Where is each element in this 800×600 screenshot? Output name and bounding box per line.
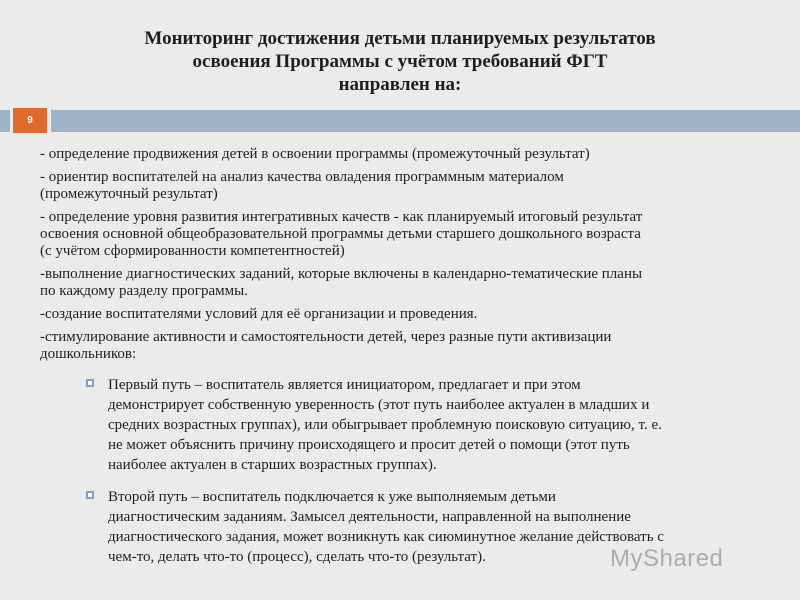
bullet-line: Второй путь – воспитатель подключается к уже выполняемым детьми: [108, 489, 556, 505]
list-item: [40, 306, 770, 323]
watermark-logo: MyShared: [610, 545, 724, 572]
bullet-line: не может объяснить причину происходящего и просит детей о помощи (этот путь: [108, 437, 630, 453]
item-line: -создание воспитателями условий для её организации и проведения.: [40, 306, 478, 322]
item-line: освоения основной общеобразовательной программы детьми старшего дошкольного возраста: [40, 226, 641, 242]
list-item: [40, 209, 770, 260]
title-line: направлен на:: [338, 74, 462, 95]
list-item: [40, 329, 770, 363]
title-line: освоения Программы с учётом требований ФГТ: [192, 51, 608, 72]
item-line: (промежуточный результат): [40, 186, 218, 202]
bullet-line: Первый путь – воспитатель является инициатором, предлагает и при этом: [108, 377, 581, 393]
decor-bar-right: [51, 110, 800, 132]
item-line: -стимулирование активности и самостоятельности детей, через разные пути активизации: [40, 329, 612, 345]
title-line: Мониторинг достижения детьми планируемых результатов: [144, 28, 656, 49]
bullet-line: демонстрирует собственную уверенность (этот путь наиболее актуален в младших и: [108, 397, 650, 413]
item-line: - определение уровня развития интегративных качеств - как планируемый итоговый результат: [40, 209, 643, 225]
decor-bar-left: [0, 110, 10, 132]
item-line: (с учётом сформированности компетентностей): [40, 243, 345, 259]
bullet-item: [86, 375, 766, 475]
item-line: -выполнение диагностических заданий, которые включены в календарно-тематические планы: [40, 266, 643, 282]
bullet-line: наиболее актуален в старших возрастных группах).: [108, 457, 437, 473]
slide-title: [60, 27, 740, 96]
item-line: дошкольников:: [40, 346, 137, 362]
square-bullet-icon: [86, 379, 94, 387]
list-item: [40, 146, 770, 163]
item-line: - определение продвижения детей в освоении программы (промежуточный результат): [40, 146, 590, 162]
bullet-list: [86, 375, 766, 567]
square-bullet-icon: [86, 491, 94, 499]
content: [40, 146, 770, 579]
page-number: 9: [13, 108, 47, 133]
bullet-line: диагностическим заданиям. Замысел деятельности, направленной на выполнение: [108, 509, 631, 525]
list-item: [40, 169, 770, 203]
bullet-line: диагностического задания, может возникнуть как сиюминутное желание действовать с: [108, 529, 664, 545]
list-item: [40, 266, 770, 300]
item-line: - ориентир воспитателей на анализ качества овладения программным материалом: [40, 169, 564, 185]
bullet-line: средних возрастных группах), или обыгрывает проблемную поисковую ситуацию, т. е.: [108, 417, 662, 433]
bullet-line: чем-то, делать что-то (процесс), сделать что-то (результат).: [108, 549, 486, 565]
item-line: по каждому разделу программы.: [40, 283, 248, 299]
